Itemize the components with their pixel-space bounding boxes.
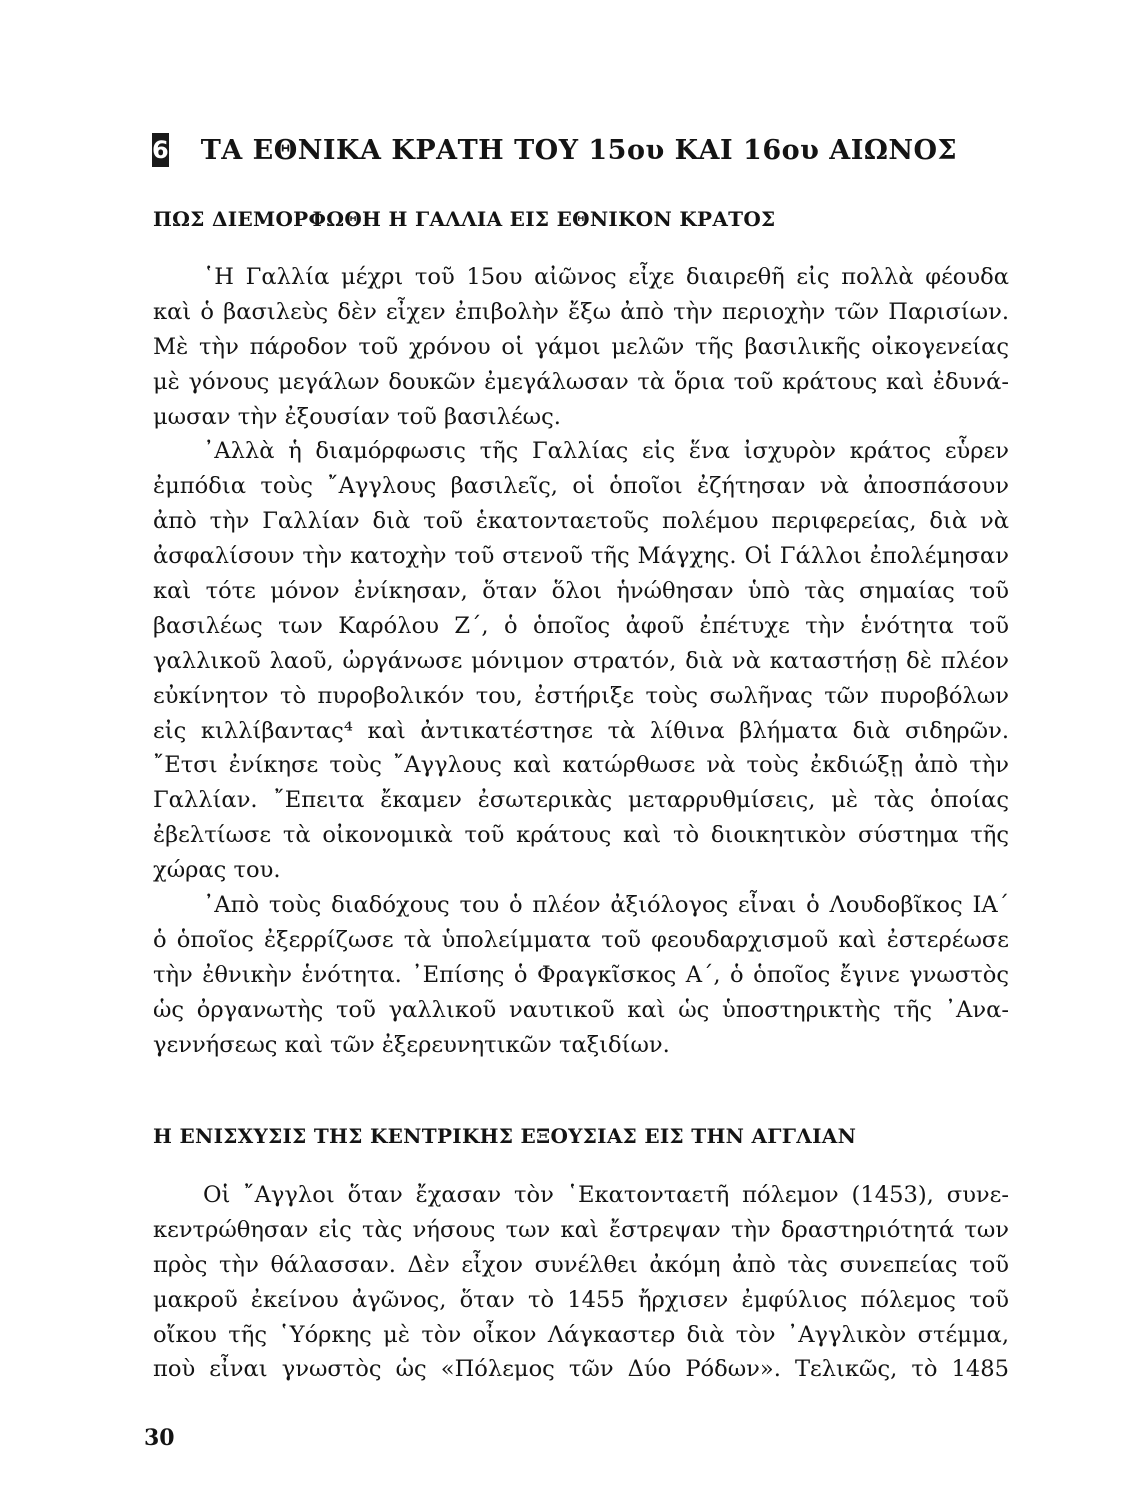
text-line: γαλλικοῦ λαοῦ, ὠργάνωσε μόνιμον στρατόν, διὰ νὰ καταστήσῃ δὲ πλέον <box>153 647 1009 674</box>
text-line: Γαλλίαν. ῎Επειτα ἔκαμεν ἐσωτερικὰς μεταρρυθμίσεις, μὲ τὰς ὁποίας <box>153 787 1009 814</box>
text-line: ἐβελτίωσε τὰ οἰκονομικὰ τοῦ κράτους καὶ τὸ διοικητικὸν σύστημα τῆς <box>153 822 1009 849</box>
text-line: ῎Ετσι ἐνίκησε τοὺς ῎Αγγλους καὶ κατώρθωσε νὰ τοὺς ἐκδιώξῃ ἀπὸ τὴν <box>153 752 1009 779</box>
text-line: χώρας του. <box>153 857 281 884</box>
chapter-title: ΤΑ ΕΘΝΙΚΑ ΚΡΑΤΗ ΤΟΥ 15ου ΚΑΙ 16ου ΑΙΩΝΟΣ <box>200 134 958 166</box>
page-number: 30 <box>144 1425 175 1451</box>
text-line: μὲ γόνους μεγάλων δουκῶν ἐμεγάλωσαν τὰ ὅρια τοῦ κράτους καὶ ἐδυνά- <box>153 368 1009 395</box>
text-line: βασιλέως των Καρόλου Ζ΄, ὁ ὁποῖος ἀφοῦ ἐπέτυχε τὴν ἑνότητα τοῦ <box>153 612 1009 639</box>
text-line: οἴκου τῆς ῾Υόρκης μὲ τὸν οἶκον Λάγκαστερ διὰ τὸν ᾿Αγγλικὸν στέμμα, <box>153 1321 1009 1348</box>
text-line: μωσαν τὴν ἐξουσίαν τοῦ βασιλέως. <box>153 403 561 430</box>
chapter-number-badge: 6 <box>152 133 169 167</box>
text-line: ᾿Απὸ τοὺς διαδόχους του ὁ πλέον ἀξιόλογος εἶναι ὁ Λουδοβῖκος ΙΑ΄ <box>203 892 1009 919</box>
section-heading-england: Η ΕΝΙΣΧΥΣΙΣ ΤΗΣ ΚΕΝΤΡΙΚΗΣ ΕΞΟΥΣΙΑΣ ΕΙΣ ΤΗΝ ΑΓΓΛΙΑΝ <box>153 1124 857 1148</box>
text-line: καὶ τότε μόνον ἐνίκησαν, ὅταν ὅλοι ἡνώθησαν ὑπὸ τὰς σημαίας τοῦ <box>153 578 1009 605</box>
text-line: μακροῦ ἐκείνου ἀγῶνος, ὅταν τὸ 1455 ἤρχισεν ἐμφύλιος πόλεμος τοῦ <box>153 1286 1009 1313</box>
text-line: ἀσφαλίσουν τὴν κατοχὴν τοῦ στενοῦ τῆς Μάγχης. Οἱ Γάλλοι ἐπολέμησαν <box>153 543 1009 570</box>
text-line: εἰς κιλλίβαντας⁴ καὶ ἀντικατέστησε τὰ λίθινα βλήματα διὰ σιδηρῶν. <box>153 717 1009 744</box>
text-line: ῾Η Γαλλία μέχρι τοῦ 15ου αἰῶνος εἶχε διαιρεθῆ εἰς πολλὰ φέουδα <box>203 264 1009 290</box>
text-line: πρὸς τὴν θάλασσαν. Δὲν εἶχον συνέλθει ἀκόμη ἀπὸ τὰς συνεπείας τοῦ <box>153 1251 1009 1278</box>
chapter-header <box>152 126 958 174</box>
text-line: ποὺ εἶναι γνωστὸς ὡς «Πόλεμος τῶν Δύο Ρόδων». Τελικῶς, τὸ 1485 <box>153 1356 1009 1383</box>
text-line: γεννήσεως καὶ τῶν ἐξερευνητικῶν ταξιδίων. <box>153 1031 670 1058</box>
text-line: κεντρώθησαν εἰς τὰς νήσους των καὶ ἔστρεψαν τὴν δραστηριότητά των <box>153 1216 1009 1243</box>
text-line: εὐκίνητον τὸ πυροβολικόν του, ἐστήριξε τοὺς σωλῆνας τῶν πυροβόλων <box>153 682 1009 709</box>
text-line: Μὲ τὴν πάροδον τοῦ χρόνου οἱ γάμοι μελῶν τῆς βασιλικῆς οἰκογενείας <box>153 333 1009 360</box>
section-body-france <box>153 260 1009 1062</box>
text-line: ὡς ὀργανωτὴς τοῦ γαλλικοῦ ναυτικοῦ καὶ ὡς ὑποστηρικτὴς τῆς ᾿Ανα- <box>153 996 1009 1023</box>
text-line: τὴν ἐθνικὴν ἑνότητα. ᾿Επίσης ὁ Φραγκῖσκος Α΄, ὁ ὁποῖος ἔγινε γνωστὸς <box>153 961 1009 988</box>
section-heading-france: ΠΩΣ ΔΙΕΜΟΡΦΩΘΗ Η ΓΑΛΛΙΑ ΕΙΣ ΕΘΝΙΚΟΝ ΚΡΑΤΟΣ <box>153 207 776 231</box>
text-line: ὁ ὁποῖος ἐξερρίζωσε τὰ ὑπολείμματα τοῦ φεουδαρχισμοῦ καὶ ἐστερέωσε <box>153 926 1009 953</box>
text-line: ἀπὸ τὴν Γαλλίαν διὰ τοῦ ἑκατονταετοῦς πολέμου περιφερείας, διὰ νὰ <box>153 508 1009 535</box>
text-line: Οἱ ῎Αγγλοι ὅταν ἔχασαν τὸν ῾Εκατονταετῆ πόλεμον (1453), συνε- <box>203 1182 1009 1208</box>
section-body-england <box>153 1178 1009 1387</box>
text-line: ἐμπόδια τοὺς ῎Αγγλους βασιλεῖς, οἱ ὁποῖοι ἐζήτησαν νὰ ἀποσπάσουν <box>153 473 1009 500</box>
text-line: καὶ ὁ βασιλεὺς δὲν εἶχεν ἐπιβολὴν ἔξω ἀπὸ τὴν περιοχὴν τῶν Παρισίων. <box>153 298 1009 325</box>
text-line: ᾿Αλλὰ ἡ διαμόρφωσις τῆς Γαλλίας εἰς ἕνα ἰσχυρὸν κράτος εὗρεν <box>203 438 1009 465</box>
